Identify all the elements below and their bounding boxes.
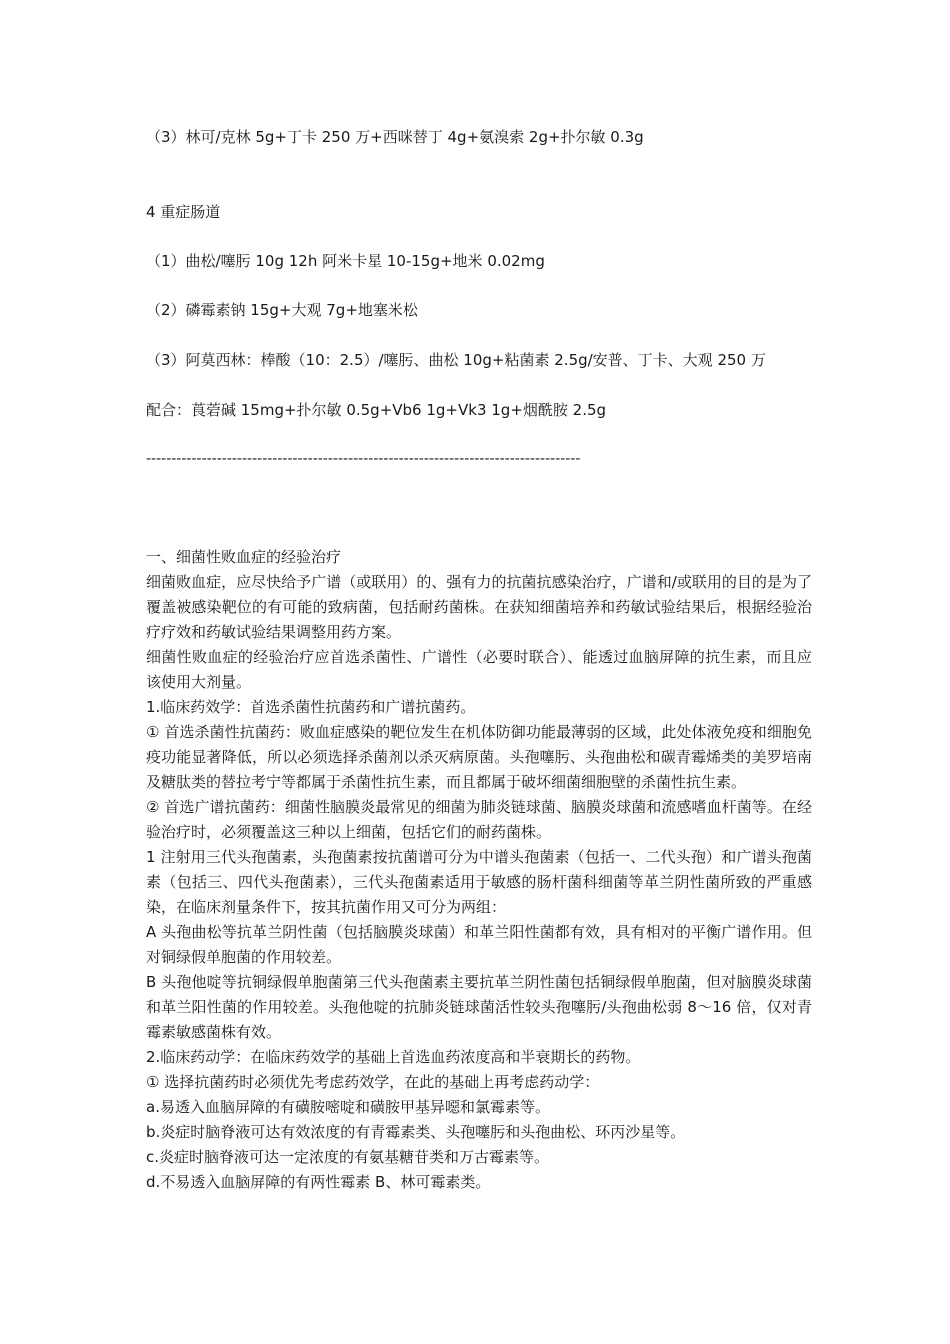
paragraph: 细菌性败血症的经验治疗应首选杀菌性、广谱性（必要时联合）、能透过血脑屏障的抗生素，而且应该使用大剂量。 xyxy=(146,648,812,691)
prescription-item-1: （1）曲松/噻肟 10g 12h 阿米卡星 10-15g+地米 0.02mg xyxy=(146,252,545,270)
paragraph: ① 选择抗菌药时必须优先考虑药效学，在此的基础上再考虑药动学： xyxy=(146,1073,600,1091)
paragraph: A 头孢曲松等抗革兰阴性菌（包括脑膜炎球菌）和革兰阳性菌都有效，具有相对的平衡广谱作用。但对铜绿假单胞菌的作用较差。 xyxy=(146,923,812,966)
combination-line: 配合：莨菪碱 15mg+扑尔敏 0.5g+Vb6 1g+Vk3 1g+烟酰胺 2.5g xyxy=(146,401,607,419)
divider-line: -------------------------------------------------------------------------------------- xyxy=(146,451,581,467)
paragraph: 2.临床药动学：在临床药效学的基础上首选血药浓度高和半衰期长的药物。 xyxy=(146,1048,641,1066)
paragraph: 1 注射用三代头孢菌素，头孢菌素按抗菌谱可分为中谱头孢菌素（包括一、二代头孢）和广谱头孢菌素（包括三、四代头孢菌素），三代头孢菌素适用于敏感的肠杆菌科细菌等革兰阴性菌所致的严重感染，在临床剂量条件下，按其抗菌作用又可分为两组： xyxy=(146,848,812,916)
paragraph: b.炎症时脑脊液可达有效浓度的有青霉素类、头孢噻肟和头孢曲松、环丙沙星等。 xyxy=(146,1123,686,1141)
paragraph: ① 首选杀菌性抗菌药：败血症感染的靶位发生在机体防御功能最薄弱的区域，此处体液免疫和细胞免疫功能显著降低，所以必须选择杀菌剂以杀灭病原菌。头孢噻肟、头孢曲松和碳青霉烯类的美罗培南及糖肽类的替拉考宁等都属于杀菌性抗生素，而且都属于破坏细菌细胞壁的杀菌性抗生素。 xyxy=(146,723,812,791)
prescription-item-2: （2）磷霉素钠 15g+大观 7g+地塞米松 xyxy=(146,301,418,319)
paragraph: B 头孢他啶等抗铜绿假单胞菌第三代头孢菌素主要抗革兰阴性菌包括铜绿假单胞菌，但对脑膜炎球菌和革兰阳性菌的作用较差。头孢他啶的抗肺炎链球菌活性较头孢噻肟/头孢曲松弱 8～16 倍，仅对青霉素敏感菌株有效。 xyxy=(146,973,812,1041)
paragraph: 细菌败血症，应尽快给予广谱（或联用）的、强有力的抗菌抗感染治疗，广谱和/或联用的目的是为了覆盖被感染靶位的有可能的致病菌，包括耐药菌株。在获知细菌培养和药敏试验结果后，根据经验治疗疗效和药敏试验结果调整用药方案。 xyxy=(146,573,812,641)
paragraph: d.不易透入血脑屏障的有两性霉素 B、林可霉素类。 xyxy=(146,1173,491,1191)
paragraph: c.炎症时脑脊液可达一定浓度的有氨基糖苷类和万古霉素等。 xyxy=(146,1148,550,1166)
paragraph: a.易透入血脑屏障的有磺胺嘧啶和磺胺甲基异噁和氯霉素等。 xyxy=(146,1098,550,1116)
paragraph: ② 首选广谱抗菌药：细菌性脑膜炎最常见的细菌为肺炎链球菌、脑膜炎球菌和流感嗜血杆菌等。在经验治疗时，必须覆盖这三种以上细菌，包括它们的耐药菌株。 xyxy=(146,798,812,841)
section-title: 一、细菌性败血症的经验治疗 xyxy=(146,548,342,566)
body-text xyxy=(146,545,812,1195)
paragraph: 1.临床药效学：首选杀菌性抗菌药和广谱抗菌药。 xyxy=(146,698,476,716)
prescription-item-3: （3）阿莫西林：棒酸（10：2.5）/噻肟、曲松 10g+粘菌素 2.5g/安普、丁卡、大观 250 万 xyxy=(146,351,766,369)
section-heading-4: 4 重症肠道 xyxy=(146,203,221,221)
prescription-line-3: （3）林可/克林 5g+丁卡 250 万+西咪替丁 4g+氨溴索 2g+扑尔敏 0.3g xyxy=(146,128,644,146)
